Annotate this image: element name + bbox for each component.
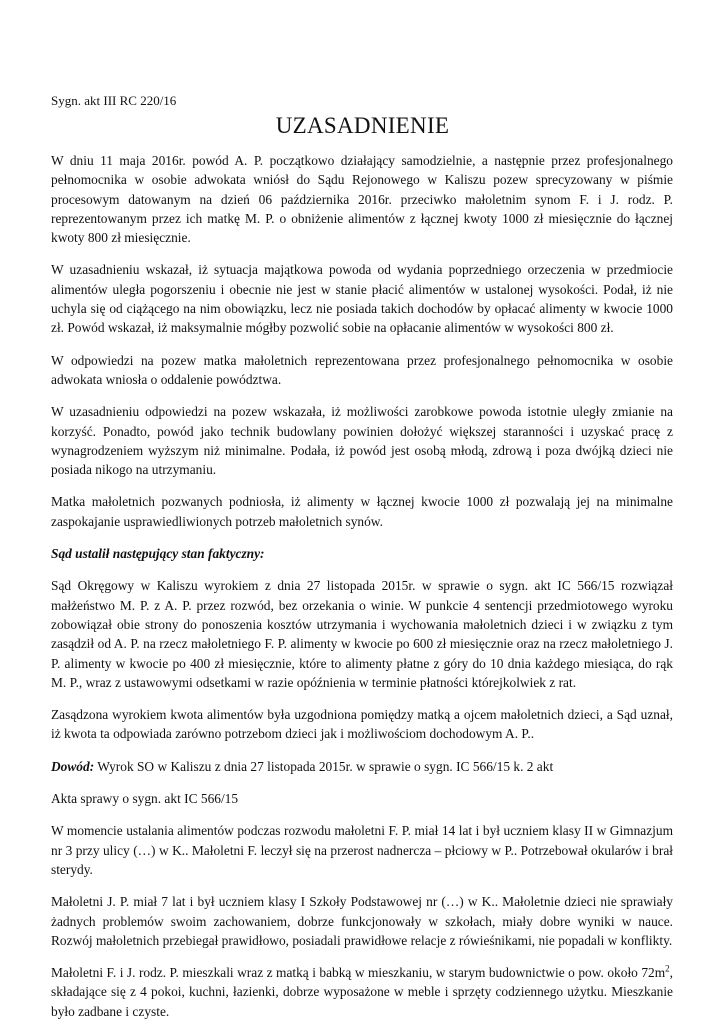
evidence-text: Wyrok SO w Kaliszu z dnia 27 listopada 2015r. w sprawie o sygn. IC 566/15 k. 2 akt — [94, 758, 554, 774]
facts-heading: Sąd ustalił następujący stan faktyczny: — [51, 546, 265, 562]
paragraph: W momencie ustalania alimentów podczas rozwodu małoletni F. P. miał 14 lat i był uczniem klasy II w Gimnazjum nr 3 przy ulicy (…) w K.. Małoletni F. leczył się na przerost nadnercza – płciowy w P.. Potrzebował okularów i brał sterydy. — [51, 823, 673, 877]
evidence-label: Dowód: — [51, 758, 95, 774]
paragraph: Sąd Okręgowy w Kaliszu wyrokiem z dnia 27 listopada 2015r. w sprawie o sygn. akt IC 566/15 rozwiązał małżeństwo M. P. z A. P. przez rozwód, bez orzekania o winie. W punkcie 4 sentencji przedmiotowego wyroku zobowiązał obie strony do ponoszenia kosztów utrzymania i wychowania małoletnich dzieci i w związku z tym zasądził od A. P. na rzecz małoletniego F. P. alimenty w kwocie po 600 zł miesięcznie oraz na rzecz małoletniego J. P. alimenty w kwocie po 400 zł miesięcznie, które to alimenty płatne z góry do 10 dnia każdego miesiąca, do rąk M. P., wraz z ustawowymi odsetkami w razie opóźnienia w terminie płatności którejkolwiek z rat. — [51, 578, 673, 690]
apartment-text-start: Małoletni F. i J. rodz. P. mieszkali wraz z matką i babką w mieszkaniu, w starym budownictwie o pow. około 72m — [51, 965, 666, 981]
case-number: Sygn. akt III RC 220/16 — [51, 93, 177, 108]
paragraph-apartment — [51, 963, 673, 1021]
paragraph: W uzasadnieniu odpowiedzi na pozew wskazała, iż możliwości zarobkowe powoda istotnie uległy zmianie na korzyść. Ponadto, powód jako technik budowlany powinien dołożyć większej staranności i uzyskać pracę z wynagrodzeniem wyższym niż minimalne. Podała, iż powód jest osobą młodą, zdrową i poza dwójką dzieci nie posiada nikogo na utrzymaniu. — [51, 404, 673, 478]
evidence-line — [51, 757, 673, 776]
paragraph: W uzasadnieniu wskazał, iż sytuacja majątkowa powoda od wydania poprzedniego orzeczenia w przedmiocie alimentów uległa pogorszeniu i obecnie nie jest w stanie płacić alimentów w ustalonej wysokości. Podał, iż nie uchyla się od ciążącego na nim obowiązku, lecz nie posiada takich dochodów by opłacać alimenty w kwocie 1000 zł. Powód wskazał, iż maksymalnie mógłby pozwolić sobie na opłacanie alimentów w wysokości 800 zł. — [51, 262, 673, 336]
apartment-text-end: , składające się z 4 pokoi, kuchni, łazienki, dobrze wyposażone w meble i sprzęty codziennego użytku. Mieszkanie było zadbane i czyste. — [51, 965, 673, 1019]
paragraph: Zasądzona wyrokiem kwota alimentów była uzgodniona pomiędzy matką a ojcem małoletnich dzieci, a Sąd uznał, iż kwota ta odpowiada zarówno potrzebom dzieci jak i możliwościom dochodowym A. P.. — [51, 707, 673, 742]
paragraph: Małoletni J. P. miał 7 lat i był uczniem klasy I Szkoły Podstawowej nr (…) w K.. Małoletnie dzieci nie sprawiały żadnych problemów swoim zachowaniem, dobrze funkcjonowały w szkołach, miały dobre wyniki w nauce. Rozwój małoletnich przebiegał prawidłowo, posiadali prawidłowe relacje z rówieśnikami, nie popadali w konflikty. — [51, 894, 673, 948]
case-files-line: Akta sprawy o sygn. akt IC 566/15 — [51, 791, 239, 807]
paragraph: W odpowiedzi na pozew matka małoletnich reprezentowana przez profesjonalnego pełnomocnika w osobie adwokata wniosła o oddalenie powództwa. — [51, 352, 673, 387]
superscript-2: 2 — [665, 963, 670, 974]
document-body — [51, 151, 673, 1021]
paragraph: Matka małoletnich pozwanych podniosła, iż alimenty w łącznej kwocie 1000 zł pozwalają jej na minimalne zaspokajanie usprawiedliwionych potrzeb małoletnich synów. — [51, 494, 673, 529]
paragraph: W dniu 11 maja 2016r. powód A. P. początkowo działający samodzielnie, a następnie przez profesjonalnego pełnomocnika w osobie adwokata wniósł do Sądu Rejonowego w Kaliszu pozew sprecyzowany w piśmie procesowym datowanym na dzień 06 października 2016r. przeciwko małoletnim synom F. i J. rodz. P. reprezentowanym przez ich matkę M. P. o obniżenie alimentów z łącznej kwoty 1000 zł miesięcznie do łącznej kwoty 800 zł miesięcznie. — [51, 153, 673, 246]
document-title: UZASADNIENIE — [275, 113, 450, 138]
